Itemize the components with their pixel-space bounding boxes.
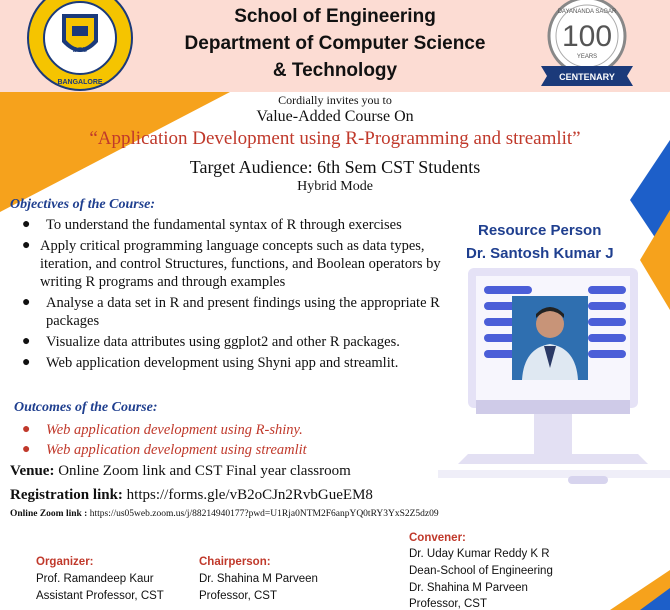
objective-item: ● Web application development using Shyni app and streamlit. xyxy=(22,355,399,371)
bullet-icon: ● xyxy=(22,422,31,437)
university-logo xyxy=(18,0,143,95)
bullet-icon: ● xyxy=(22,295,31,310)
registration-link[interactable]: https://forms.gle/vB2oCJn2RvbGueEM8 xyxy=(126,487,373,503)
resource-heading: Resource Person xyxy=(478,222,602,239)
blue-bottom-shape xyxy=(640,588,670,610)
zoom-row xyxy=(10,509,439,519)
registration-row xyxy=(10,487,373,504)
outcomes-list xyxy=(22,421,426,459)
svg-text:BANGALORE: BANGALORE xyxy=(57,79,103,86)
organizer-role: Assistant Professor, CST xyxy=(36,590,164,602)
convener-title-2: Professor, CST xyxy=(409,598,487,610)
header-department-cont: & Technology xyxy=(272,60,398,81)
convener-title: Dean-School of Engineering xyxy=(409,565,553,577)
registration-label: Registration link: xyxy=(10,487,123,503)
outcome-item: ● Web application development using R-shiny. xyxy=(22,422,303,438)
chairperson-heading: Chairperson: xyxy=(199,556,271,568)
objective-item: ● Visualize data attributes using ggplot2 and other R packages. xyxy=(22,334,400,350)
course-title: “Application Development using R-Programming and streamlit” xyxy=(89,128,581,149)
convener-heading: Convener: xyxy=(409,532,466,544)
svg-text:DSU: DSU xyxy=(72,47,88,54)
convener-name-2: Dr. Shahina M Parveen xyxy=(409,582,528,594)
invites-text: Cordially invites you to xyxy=(278,93,392,107)
resource-name: Dr. Santosh Kumar J xyxy=(466,245,614,262)
centenary-number: 100 xyxy=(561,20,613,53)
mode: Hybrid Mode xyxy=(297,179,373,194)
objective-item: ● Analyse a data set in R and present findings using the appropriate R packages xyxy=(22,295,440,329)
chairperson-role: Professor, CST xyxy=(199,590,277,602)
course-type: Value-Added Course On xyxy=(256,108,414,125)
venue-label: Venue: xyxy=(10,463,55,479)
bullet-icon: ● xyxy=(22,355,31,370)
header-school: School of Engineering xyxy=(234,6,436,27)
organizer-heading: Organizer: xyxy=(36,556,94,568)
objective-item: ● To understand the fundamental syntax of R through exercises xyxy=(22,217,402,233)
centenary-logo xyxy=(535,0,640,92)
bullet-icon: ● xyxy=(22,442,31,457)
organizer-name: Prof. Ramandeep Kaur xyxy=(36,573,154,585)
target-audience: Target Audience: 6th Sem CST Students xyxy=(189,157,481,177)
bullet-icon: ● xyxy=(22,334,31,349)
monitor-illustration xyxy=(438,268,670,493)
centenary-ribbon: CENTENARY xyxy=(559,72,615,82)
centenary-top-text: DAYANANDA SAGAR xyxy=(557,9,617,15)
outcome-item: ● Web application development using streamlit xyxy=(22,442,307,458)
venue-row xyxy=(10,463,351,480)
objectives-list xyxy=(22,216,466,375)
objectives-heading: Objectives of the Course: xyxy=(10,197,156,212)
bullet-icon: ● xyxy=(22,217,31,232)
zoom-link[interactable]: https://us05web.zoom.us/j/88214940177?pwd=U1Rja0NTM2F6anpYQ0tRY3YxS2Z5dz09 xyxy=(89,509,439,519)
zoom-label: Online Zoom link : xyxy=(10,509,88,519)
convener-name: Dr. Uday Kumar Reddy K R xyxy=(409,548,550,560)
bullet-icon: ● xyxy=(22,238,31,253)
header-department: Department of Computer Science xyxy=(184,33,486,54)
chairperson-name: Dr. Shahina M Parveen xyxy=(199,573,318,585)
venue-value: Online Zoom link and CST Final year classroom xyxy=(58,463,351,479)
outcomes-heading: Outcomes of the Course: xyxy=(14,400,158,415)
objective-item: ● Apply critical programming language concepts such as data types, iteration, and control Structures, functions, and Boolean operators by writing R programs and through examples xyxy=(22,238,441,290)
centenary-years: YEARS xyxy=(576,54,598,60)
